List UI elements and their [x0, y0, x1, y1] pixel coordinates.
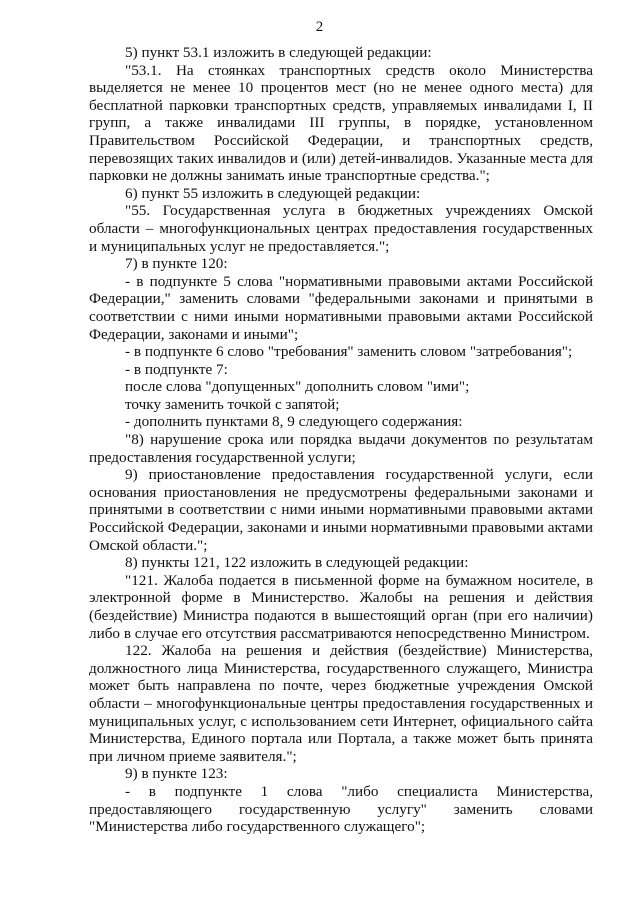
paragraph: - дополнить пунктами 8, 9 следующего содержания:: [125, 413, 463, 431]
paragraph: 9) в пункте 123:: [125, 765, 228, 783]
paragraph: 6) пункт 55 изложить в следующей редакции:: [125, 184, 421, 202]
paragraph: 5) пункт 53.1 изложить в следующей редакции:: [125, 44, 432, 61]
paragraph: 8) пункты 121, 122 изложить в следующей редакции:: [125, 554, 469, 572]
document-body: [89, 44, 593, 836]
paragraph: точку заменить точкой с запятой;: [125, 395, 340, 413]
paragraph: 122. Жалоба на решения и действия (бездействие) Министерства, должностного лица Министерства, государственного служащего, Министра может быть направлена по почте, через бюджетные учреждения Омской области – многофункциональные центры предоставления государственных и муниципальных услуг, с использованием сети Интернет, официального сайта Министерства, Единого портала или Портала, а также может быть принята при личном приеме заявителя.";: [89, 642, 593, 765]
paragraph: "53.1. На стоянках транспортных средств около Министерства выделяется не менее 10 процентов мест (но не менее одного места) для бесплатной парковки транспортных средств, управляемых инвалидами I, II групп, а также инвалидами III группы, в порядке, установленном Правительством Российской Федерации, и транспортных средств, перевозящих таких инвалидов и (или) детей-инвалидов. Указанные места для парковки не должны занимать иные транспортные средства.";: [89, 61, 593, 185]
page-number: 2: [315, 19, 324, 35]
paragraph: 7) в пункте 120:: [125, 255, 228, 273]
paragraph: 9) приостановление предоставления государственной услуги, если основания приостановления не предусмотрены федеральными законами и принятыми в соответствии с ними иными нормативными правовыми актами Российской Федерации, законами и иными нормативными правовыми актами Омской области.";: [89, 466, 593, 554]
paragraph: - в подпункте 6 слово "требования" заменить словом "затребования";: [125, 343, 573, 361]
paragraph: - в подпункте 1 слова "либо специалиста Министерства, предоставляющего государственную услугу" заменить словами "Министерства либо государственного служащего";: [89, 782, 593, 836]
paragraph: "55. Государственная услуга в бюджетных учреждениях Омской области – многофункциональных центрах предоставления государственных и муниципальных услуг не предоставляется.";: [89, 202, 593, 255]
paragraph: после слова "допущенных" дополнить словом "ими";: [125, 378, 470, 396]
paragraph: "121. Жалоба подается в письменной форме на бумажном носителе, в электронной форме в Министерство. Жалобы на решения и действия (бездействие) Министра подаются в вышестоящий орган (при его наличии) либо в случае его отсутствия рассматриваются непосредственно Министром.: [89, 571, 593, 642]
paragraph: "8) нарушение срока или порядка выдачи документов по результатам предоставления государственной услуги;: [89, 431, 593, 466]
paragraph: - в подпункте 7:: [125, 360, 228, 378]
paragraph: - в подпункте 5 слова "нормативными правовыми актами Российской Федерации," заменить словами "федеральными законами и принятыми в соответствии с ними иными нормативными правовыми актами Российской Федерации, законами и иными";: [89, 272, 593, 343]
